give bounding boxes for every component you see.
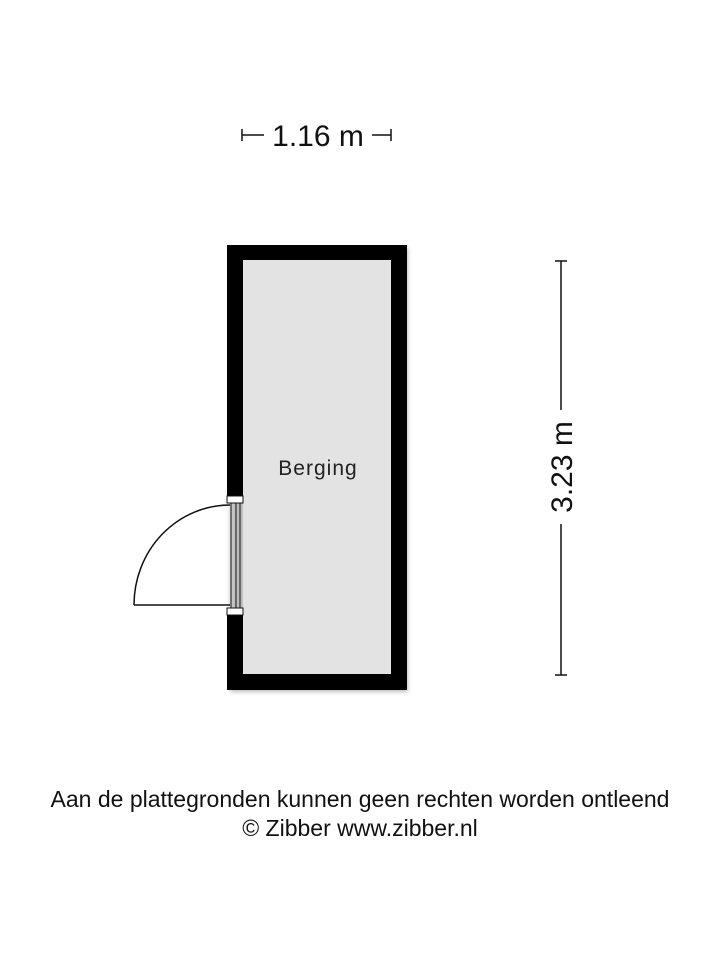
door [134, 496, 243, 615]
copyright-text: © Zibber www.zibber.nl [242, 815, 478, 841]
wall-left-upper [227, 245, 243, 496]
room-label: Berging [278, 457, 358, 480]
wall-left-lower [227, 615, 243, 690]
width-dimension [242, 120, 391, 153]
door-jamb-top [227, 496, 243, 503]
width-dimension-label: 1.16 m [272, 120, 364, 153]
height-dimension-label: 3.23 m [546, 421, 579, 513]
wall-bottom [227, 674, 407, 690]
door-jamb-bottom [227, 608, 243, 615]
height-dimension [546, 261, 579, 675]
door-swing-arc [134, 505, 230, 605]
wall-right [391, 245, 407, 690]
wall-top [227, 245, 407, 260]
disclaimer-text: Aan de plattegronden kunnen geen rechten worden ontleend [50, 786, 670, 812]
